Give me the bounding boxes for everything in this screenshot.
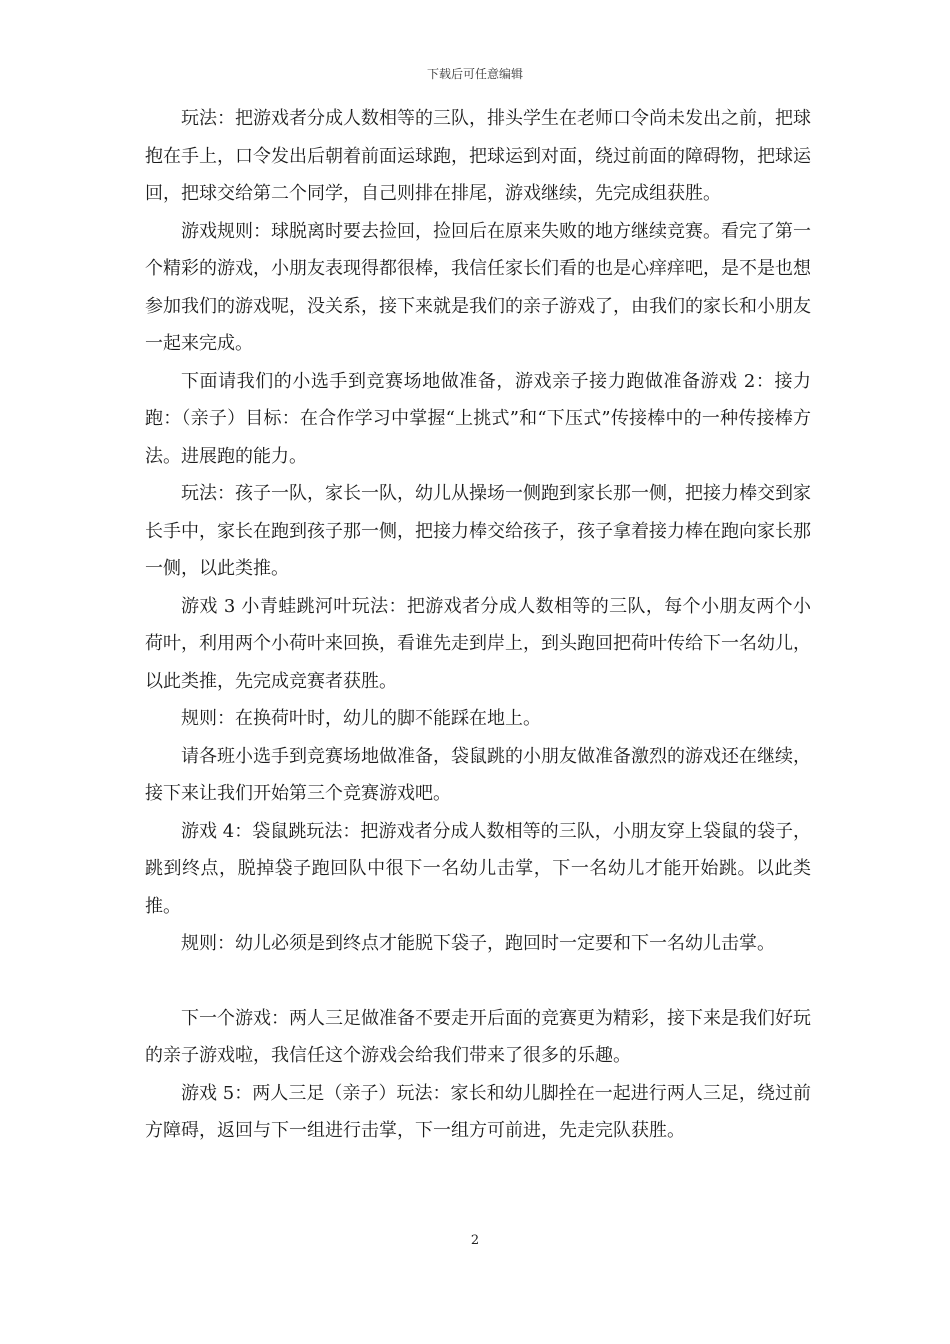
document-body <box>145 100 811 1150</box>
page-header: 下载后可任意编辑 <box>426 67 523 81</box>
paragraph-gameplay-ball: 玩法：把游戏者分成人数相等的三队，排头学生在老师口令尚未发出之前，把球抱在手上，口令发出后朝着前面运球跑，把球运到对面，绕过前面的障碍物，把球运回，把球交给第二个同学，自己则排在排尾，游戏继续，先完成组获胜。 <box>145 108 811 204</box>
paragraph-three-legged-game: 游戏 5：两人三足（亲子）玩法：家长和幼儿脚拴在一起进行两人三足，绕过前方障碍，返回与下一组进行击掌，下一组方可前进，先走完队获胜。 <box>145 1082 811 1141</box>
paragraph-game-rules: 游戏规则：球脱离时要去捡回，捡回后在原来失败的地方继续竞赛。看完了第一个精彩的游戏，小朋友表现得都很棒，我信任家长们看的也是心痒痒吧，是不是也想参加我们的游戏呢，没关系，接下来就是我们的亲子游戏了，由我们的家长和小朋友一起来完成。 <box>145 220 811 354</box>
paragraph-frog-game: 游戏 3 小青蛙跳河叶玩法：把游戏者分成人数相等的三队，每个小朋友两个小荷叶，利用两个小荷叶来回换，看谁先走到岸上，到头跑回把荷叶传给下一名幼儿，以此类推，先完成竞赛者获胜。 <box>145 595 811 692</box>
paragraph-three-legged-intro: 下一个游戏：两人三足做准备不要走开后面的竞赛更为精彩，接下来是我们好玩的亲子游戏啦，我信任这个游戏会给我们带来了很多的乐趣。 <box>145 1007 811 1066</box>
paragraph-kangaroo-rules: 规则：幼儿必须是到终点才能脱下袋子，跑回时一定要和下一名幼儿击掌。 <box>181 933 775 954</box>
page-number: 2 <box>470 1233 480 1248</box>
paragraph-relay-gameplay: 玩法：孩子一队，家长一队，幼儿从操场一侧跑到家长那一侧，把接力棒交到家长手中，家长在跑到孩子那一侧，把接力棒交给孩子，孩子拿着接力棒在跑向家长那一侧，以此类推。 <box>145 483 811 579</box>
paragraph-kangaroo-game: 游戏 4：袋鼠跳玩法：把游戏者分成人数相等的三队，小朋友穿上袋鼠的袋子，跳到终点，脱掉袋子跑回队中很下一名幼儿击掌，下一名幼儿才能开始跳。以此类推。 <box>145 820 811 917</box>
paragraph-relay-intro: 下面请我们的小选手到竞赛场地做准备，游戏亲子接力跑做准备游戏 2：接力跑：（亲子）目标：在合作学习中掌握“上挑式”和“下压式”传接棒中的一种传接棒方法。进展跑的能力。 <box>145 370 811 467</box>
paragraph-frog-rules: 规则：在换荷叶时，幼儿的脚不能踩在地上。 <box>181 708 541 729</box>
paragraph-kangaroo-prep: 请各班小选手到竞赛场地做准备，袋鼠跳的小朋友做准备激烈的游戏还在继续，接下来让我们开始第三个竞赛游戏吧。 <box>145 745 811 804</box>
